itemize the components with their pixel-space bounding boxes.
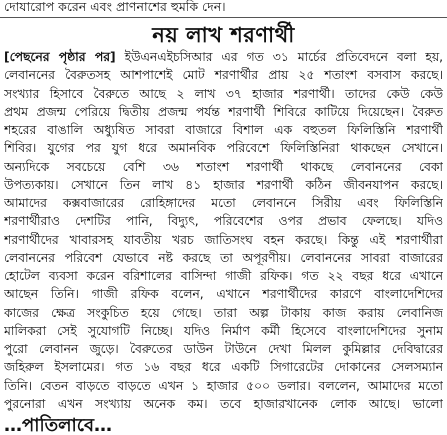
article-line: লেবাননের বৈরুতসহ আশপাশেই মোট শরণার্থীর প্রায় ২৫ শতাংশ বসবাস করছে। (4, 68, 443, 83)
article-body (4, 48, 443, 414)
article-line: সংখ্যার হিসাবে বৈরুতে আছে ২ লাখ ৩৭ হাজার শরণার্থী। তাদের কেউ কেউ (4, 86, 443, 101)
article-line: শরণার্থীরাও দেশটির পানি, বিদ্যুৎ, পরিবেশের ওপর প্রভাব ফেলছে। যদিও (4, 214, 443, 229)
article-line: পুরনোরা এখন সংখ্যায় অনেক কম। তবে হাজারখানেক লোক আছে। ভালো (4, 396, 443, 411)
next-headline-fragment: …পাতিলাবে… (4, 415, 112, 435)
previous-article-tail: দোযারোপ করেন এবং প্রাণনাশের হুমকি দেন। (4, 0, 226, 14)
article-line: জহিরুল ইসলামের। গত ১৬ বছর ধরে একটি সিগারেটের দোকানের সেলসম্যান (4, 360, 443, 375)
article-line: মালিকরা সেই সুযোগটি নিচ্ছে। যদিও নির্মাণ কর্মী হিসেবে বাংলাদেশিদের সুনাম (4, 323, 443, 338)
article-line: অন্যদিকে সবচেয়ে বেশি ৩৬ শতাংশ শরণার্থী থাকছে লেবাননের বেকা (4, 159, 443, 174)
article-line-text: ইউএনএইচসিআর এর গত ৩১ মার্চের প্রতিবেদনে বলা হয়, (115, 50, 443, 64)
article-line: কাজের ক্ষেত্র সংকুচিত হয়ে গেছে। তারা অল্প টাকায় কাজ করায় লেবানিজ (4, 305, 443, 320)
article-line: তিনি। বেতন বাড়তে বাড়তে এখন ১ হাজার ৫০০ ডলার। বললেন, আমাদের মতো (4, 378, 443, 393)
article-line: উপত্যকায়। সেখানে তিন লাখ ৪১ হাজার শরণার্থী কঠিন জীবনযাপন করছে। (4, 177, 443, 192)
article-line: পুরো লেবানন জুড়ে। বৈরুতের ডাউন টাউনে দেখা মিলল কুমিল্লার দেবিদ্বারের (4, 342, 443, 356)
continued-from-marker: [পেছনের পৃষ্ঠার পর] (4, 50, 116, 64)
article-line: শরণার্থীদের খাবারসহ যাবতীয় খরচ জাতিসংঘ বহন করছে। কিন্তু এই শরণার্থীরা (4, 232, 443, 247)
headline: নয় লাখ শরণার্থী (152, 23, 295, 47)
article-line: হোটেল ব্যবসা করেন বরিশালের বাসিন্দা গাজী রফিক। গত ২২ বছর ধরে এখানে (4, 269, 443, 283)
article-line: শিবির। যুগের পর যুগ ধরে অমানবিক পরিবেশে ফিলিস্তিনিরা থাকছেন সেখানে। (4, 141, 443, 156)
article-line (4, 48, 443, 66)
article-line: আছেন তিনি। গাজী রফিক বলেন, এখানে শরণার্থীদের কারণে বাংলাদেশিদের (4, 287, 443, 302)
article-line: লেবাননের পরিবেশ যেভাবে নষ্ট করছে তা অপূরণীয়। লেবাননের সাবরা বাজারের (4, 250, 443, 265)
article-line: শহরের বাঙালি অধ্যুষিত সাবরা বাজারে বিশাল এক বহুতল ফিলিস্তিনি শরণার্থী (4, 123, 443, 137)
article-line: প্রথম প্রজন্ম পেরিয়ে দ্বিতীয় প্রজন্ম পর্যন্ত শরণার্থী শিবিরে কাটিয়ে দিয়েছেন। বৈরুত (4, 104, 443, 119)
article-line: আমাদের কক্সবাজারের রোহিঙ্গাদের মতো লেবাননে সিরীয় এবং ফিলিস্তিনি (4, 196, 443, 210)
